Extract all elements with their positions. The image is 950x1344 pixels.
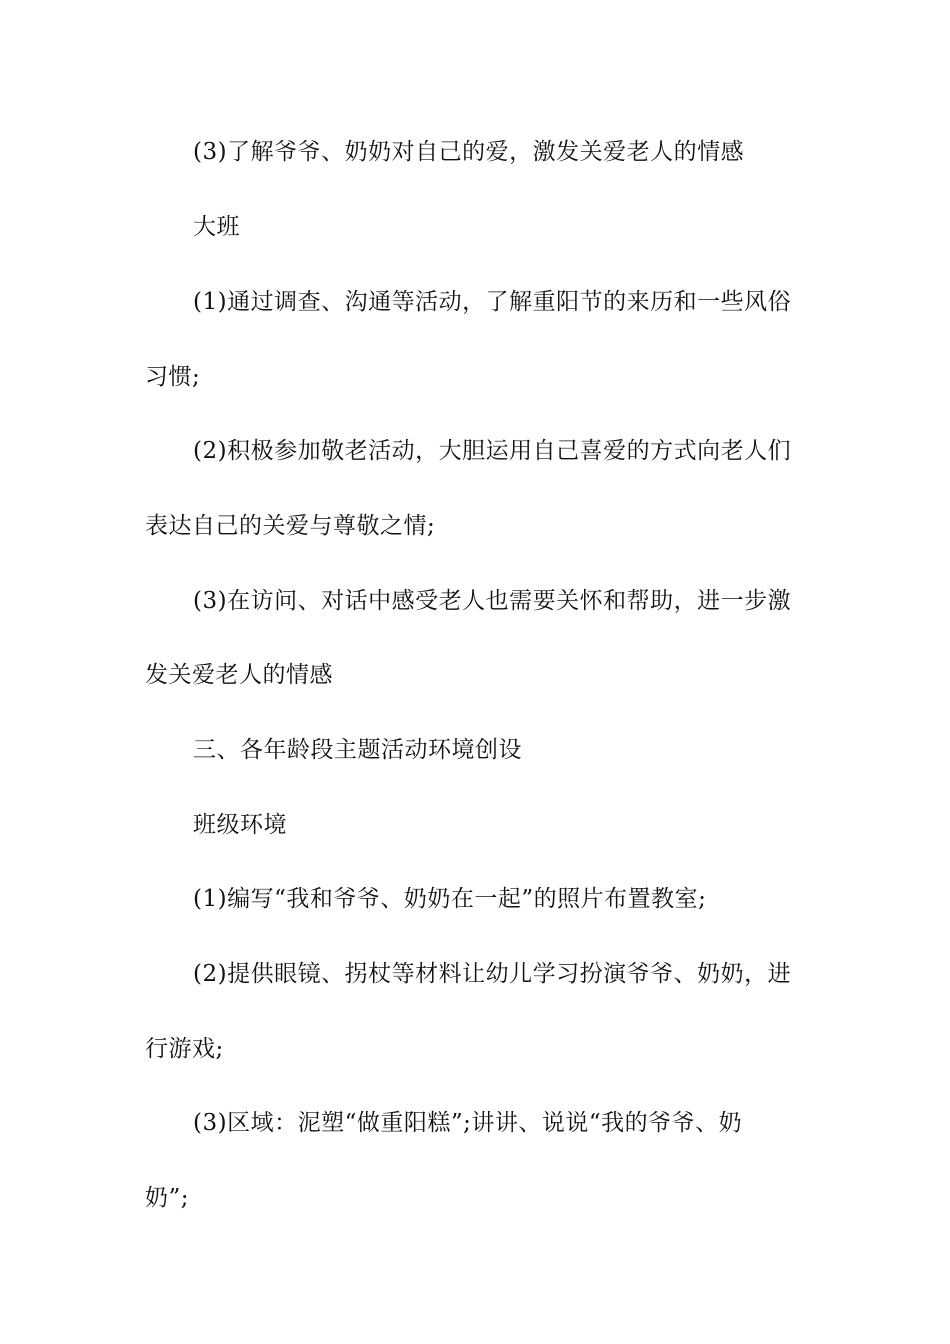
paragraph-line: (2)积极参加敬老活动，大胆运用自己喜爱的方式向老人们: [193, 438, 792, 464]
paragraph-line: (1)编写“我和爷爷、奶奶在一起”的照片布置教室;: [193, 886, 707, 912]
section-heading: 大班: [193, 214, 240, 240]
paragraph-line: (3)在访问、对话中感受老人也需要关怀和帮助，进一步激: [193, 588, 792, 614]
paragraph-line: 发关爱老人的情感: [145, 662, 333, 688]
paragraph-line: (2)提供眼镜、拐杖等材料让幼儿学习扮演爷爷、奶奶，进: [193, 961, 792, 987]
paragraph-line: 行游戏;: [145, 1036, 224, 1062]
section-heading: 班级环境: [193, 812, 287, 838]
paragraph-line: 习惯;: [145, 364, 201, 390]
paragraph-line: (1)通过调查、沟通等活动，了解重阳节的来历和一些风俗: [193, 289, 792, 315]
paragraph-line: 奶”;: [145, 1185, 190, 1211]
paragraph-line: (3)了解爷爷、奶奶对自己的爱，激发关爱老人的情感: [193, 139, 745, 165]
paragraph-line: 表达自己的关爱与尊敬之情;: [145, 513, 436, 539]
paragraph-line: (3)区域：泥塑“做重阳糕”;讲讲、说说“我的爷爷、奶: [193, 1110, 743, 1136]
section-heading: 三、各年龄段主题活动环境创设: [193, 737, 522, 763]
